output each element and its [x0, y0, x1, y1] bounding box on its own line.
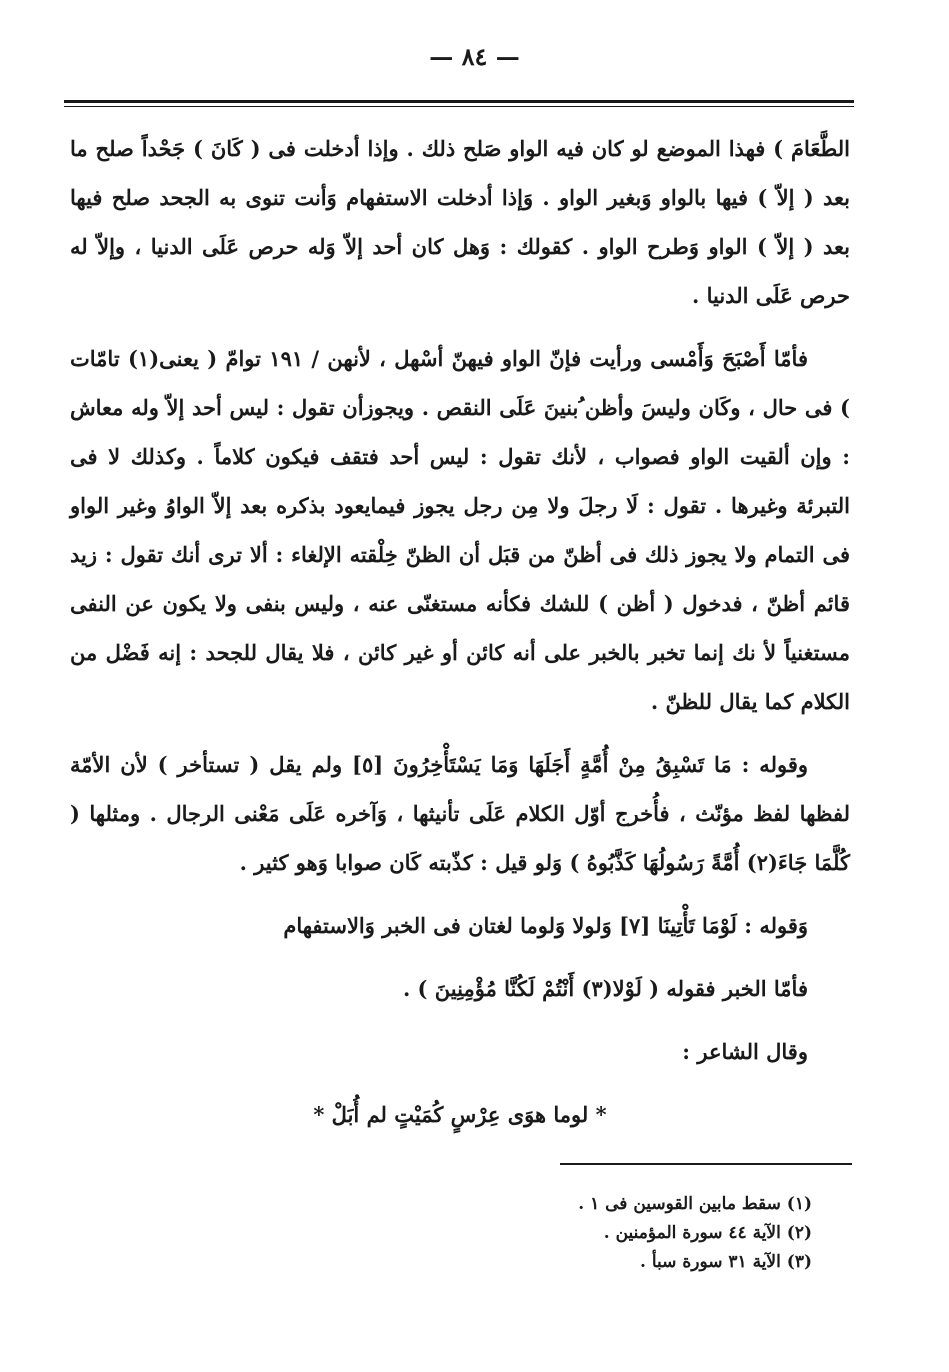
paragraph-2: فأمّا أَصْبَحَ وَأَمْسى ورأيت فإنّ الواو فيهنّ أسْهل ، لأنهن / ١٩١ توامّ ( يعنى(١) تامّات ) فى حال ، وكَان وليسَ وأظن ُبنينَ عَلَى النقص . ويجوزأن تقول : ليس أحد إلاّ وله معاش : وإن ألقيت الواو فصواب ، لأنك تقول : ليس أحد فتقف فيكون كلاماً . وكذلك لا فى التبرئة وغيرها . تقول : لَا رجلَ ولا مِن رجل يجوز فيمايعود بذكره بعد إلاّ الواوُ وغير الواو فى التمام ولا يجوز ذلك فى أظنّ من قبَل أن الظنّ خِلْقته الإلغاء : ألا ترى أنك تقول : زيد قائم أظنّ ، فدخول ( أظن ) للشك فكأنه مستغنّى عنه ، وليس بنفى ولا يكون عن النفى مستغنياً لأ نك إنما تخبر بالخبر على أنه كائن أو غير كائن ، فلا يقال للجحد : إنه فَضْل من الكلام كما يقال للظنّ . [70, 346, 850, 714]
body-text [70, 124, 850, 1153]
paragraph-1: الطَّعَامَ ) فهذا الموضع لو كان فيه الواو صَلح ذلك . وإذا أدخلت فى ( كَانَ ) جَحْداً صلح ما بعد ( إلاّ ) فيها بالواو وَبغير الواو . وَإذا أدخلت الاستفهام وَأنت تنوى به الجحد صلح فيها بعد ( إلاّ ) الواو وَطرح الواو . كقولك : وَهل كان أحد إلاّ وَله حرص عَلَى الدنيا ، وإلاّ له حرص عَلَى الدنيا . [70, 136, 850, 308]
page-number: — ٨٤ — [429, 42, 520, 71]
poetry-verse: * لوما هوَى عِرْسٍ كُمَيْتٍ لم أُبَلْ * [313, 1102, 607, 1127]
paragraph-4: وَقوله : لَوْمَا تَأْتِينَا [٧] وَلولا وَلوما لغتان فى الخبر وَالاستفهام [283, 913, 808, 938]
paragraph-3: وقوله : مَا تَسْبِقُ مِنْ أُمَّةٍ أَجَلَهَا وَمَا يَسْتَأْخِرُونَ [٥] ولم يقل ( تستأخر ) لأن الأمّة لفظها لفظ مؤنّث ، فأُخرج أوّل الكلام عَلَى تأنيثها ، وَآخره عَلَى مَعْنى الرجال . ومثلها ( كُلَّمَا جَاءَ(٢) أُمَّةً رَسُولُهَا كَذَّبُوهُ ) وَلو قيل : كذّبته كَان صوابا وَهو كثير . [70, 752, 850, 875]
footnote-3: (٣) الآية ٣١ سورة سبأ . [640, 1252, 812, 1272]
footnotes [560, 1190, 812, 1277]
header-rule-thin [64, 106, 854, 107]
footnote-2: (٢) الآية ٤٤ سورة المؤمنين . [603, 1223, 812, 1243]
paragraph-6: وقال الشاعر : [682, 1039, 808, 1064]
paragraph-5: فأمّا الخبر فقوله ( لَوْلا(٣) أَنْتُمْ لَكُنَّا مُؤْمِنِينَ ) . [402, 976, 808, 1001]
header-rule [64, 100, 854, 103]
footnote-rule [560, 1163, 852, 1165]
footnote-1: (١) سقط مابين القوسين فى ١ . [578, 1194, 812, 1214]
